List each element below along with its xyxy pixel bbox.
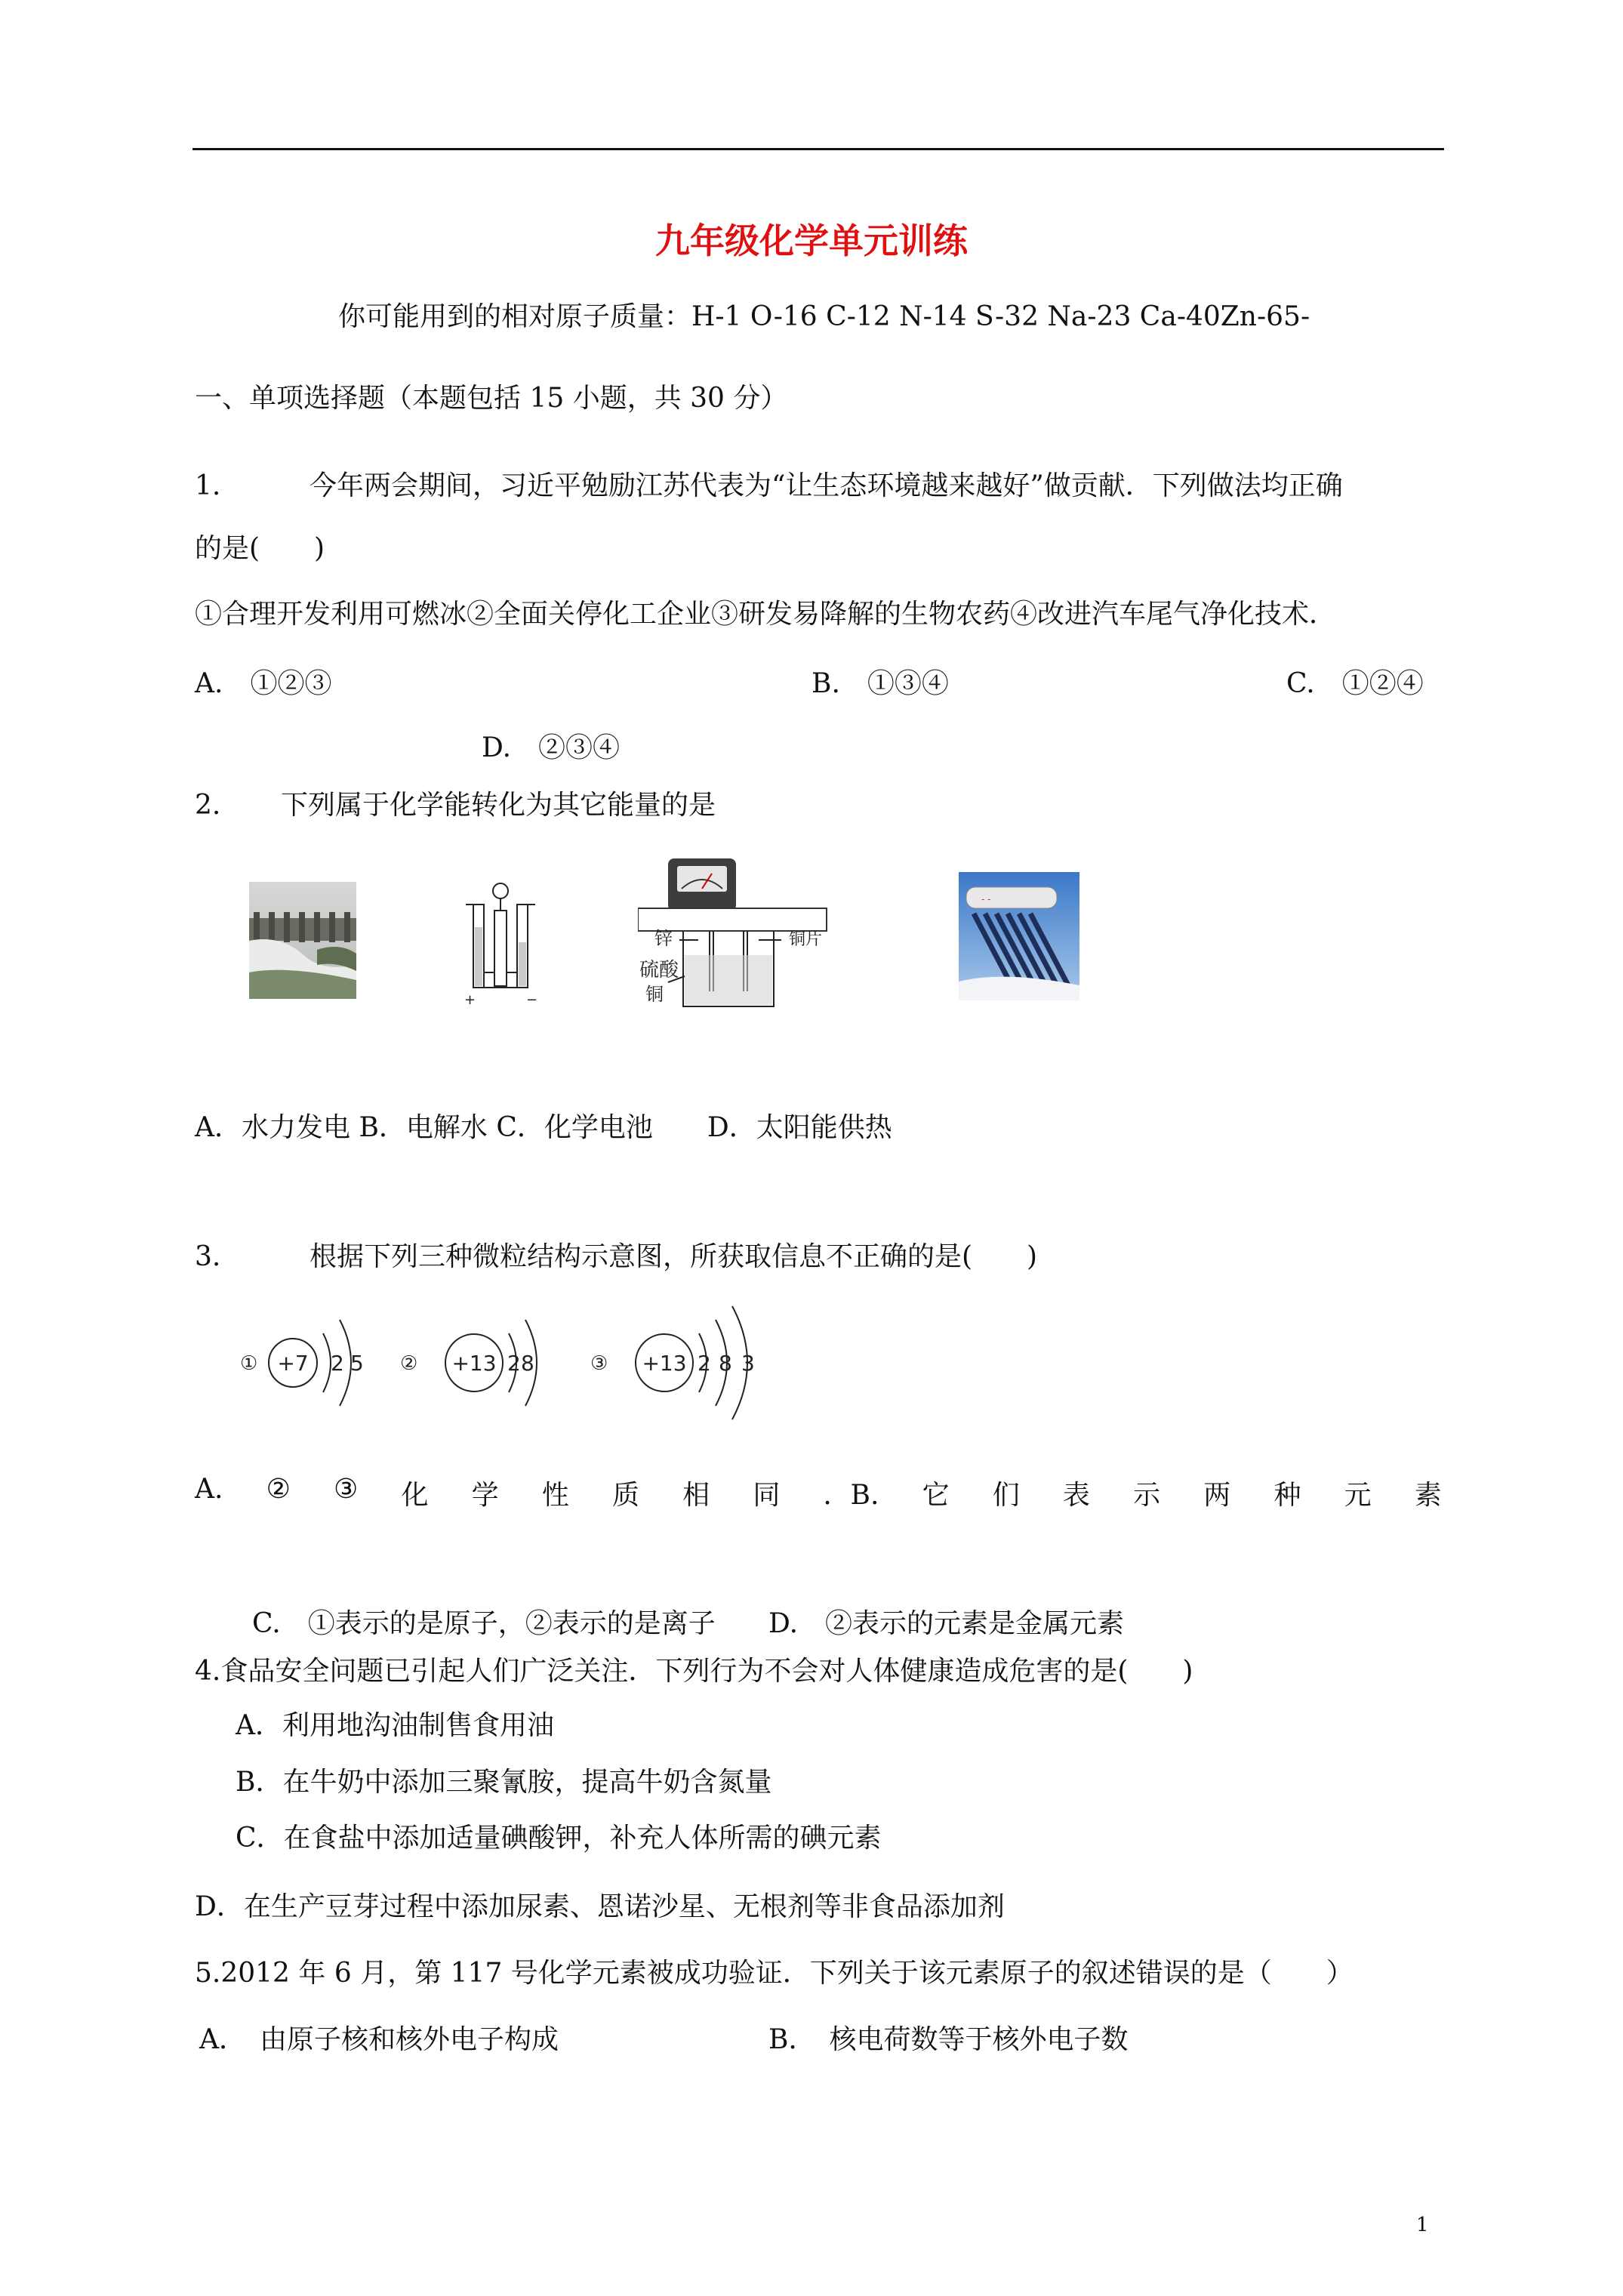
diagram-3-shell-2: 8 [719, 1351, 732, 1376]
diagram-1-shell-1: 2 [331, 1351, 344, 1376]
solution-label-line1: 硫酸 [639, 959, 679, 982]
q5-stem: 5.2012 年 6 月，第 117 号化学元素被成功验证．下列关于该元素原子的叙述错误的是（ ） [195, 1958, 1354, 1989]
atomic-structure-diagrams [226, 1284, 770, 1435]
q3-opt-char: 性 [541, 1480, 569, 1511]
structure-diagram-1 [240, 1320, 364, 1406]
q3-opt-char: ．B. [823, 1480, 879, 1511]
solar-heater-photo [959, 872, 1079, 1000]
q3-option-a-b-line [195, 1474, 1442, 1512]
q4-option-c: C．在食盐中添加适量碘酸钾，补充人体所需的碘元素 [236, 1823, 882, 1854]
q1-stem-line1: 今年两会期间，习近平勉励江苏代表为“让生态环境越来越好”做贡献．下列做法均正确 [310, 470, 1343, 501]
q3-opt-char: A. [195, 1474, 223, 1505]
q3-opt-char: 示 [1133, 1480, 1161, 1511]
q2-stem: 下列属于化学能转化为其它能量的是 [281, 790, 716, 821]
q2-options: A．水力发电 B．电解水 C．化学电池 D．太阳能供热 [195, 1112, 892, 1143]
structure-diagram-2 [400, 1320, 537, 1406]
diagram-2-label: ② [400, 1352, 418, 1375]
section-heading: 一、单项选择题（本题包括 15 小题，共 30 分） [195, 383, 788, 414]
q3-option-c: C. ①表示的是原子，②表示的是离子 [252, 1608, 716, 1639]
q3-number: 3. [195, 1241, 221, 1272]
copper-label: 铜片 [789, 930, 823, 949]
q4-option-b: B．在牛奶中添加三聚氰胺，提高牛奶含氮量 [236, 1767, 772, 1798]
header-rule [192, 148, 1444, 150]
q5-option-a: A． 由原子核和核外电子构成 [199, 2024, 559, 2055]
electrolysis-minus-label: − [526, 992, 538, 1008]
diagram-1-label: ① [240, 1352, 258, 1375]
diagram-3-label: ③ [590, 1352, 608, 1375]
q4-option-d: D．在生产豆芽过程中添加尿素、恩诺沙星、无根剂等非食品添加剂 [195, 1891, 1005, 1922]
diagram-1-nucleus: +7 [277, 1351, 309, 1376]
diagram-3-shell-3: 3 [741, 1351, 755, 1376]
solution-label-line2: 铜 [645, 984, 664, 1005]
q3-opt-char: 学 [471, 1480, 499, 1511]
q1-statements: ①合理开发利用可燃冰②全面关停化工企业③研发易降解的生物农药④改进汽车尾气净化技术． [195, 599, 1337, 630]
q3-opt-char: 们 [992, 1480, 1020, 1511]
diagram-2-shell-2: 8 [521, 1351, 534, 1376]
diagram-1-shell-2: 5 [350, 1351, 364, 1376]
q3-opt-char: 表 [1062, 1480, 1090, 1511]
diagram-3-nucleus: +13 [642, 1351, 687, 1376]
q3-opt-char: 它 [922, 1480, 950, 1511]
diagram-3-shell-1: 2 [698, 1351, 711, 1376]
q4-stem: 4.食品安全问题已引起人们广泛关注．下列行为不会对人体健康造成危害的是( ) [195, 1656, 1193, 1687]
structure-diagram-3 [590, 1306, 755, 1419]
q1-option-d: D. ②③④ [482, 732, 621, 763]
q1-option-c: C. ①②④ [1286, 668, 1424, 699]
q3-opt-char: ② [266, 1474, 291, 1505]
electrolysis-plus-label: + [464, 992, 476, 1008]
hydropower-photo [249, 882, 356, 999]
svg-text:- -: - - [981, 894, 991, 905]
electrolysis-apparatus [457, 874, 547, 1010]
q3-opt-char: 种 [1273, 1480, 1301, 1511]
q3-stem: 根据下列三种微粒结构示意图，所获取信息不正确的是( ) [310, 1241, 1038, 1272]
q3-opt-char: 化 [401, 1480, 429, 1511]
q3-opt-char: ③ [334, 1474, 359, 1505]
q5-option-b: B． 核电荷数等于核外电子数 [768, 2024, 1129, 2055]
q3-opt-char: 质 [612, 1480, 640, 1511]
q4-option-a: A．利用地沟油制售食用油 [236, 1710, 554, 1741]
q1-option-b: B. ①③④ [812, 668, 949, 699]
q1-number: 1. [195, 470, 221, 501]
q3-option-d: D. ②表示的元素是金属元素 [768, 1608, 1125, 1639]
chemical-battery-diagram [638, 855, 864, 1022]
q3-opt-char: 素 [1414, 1480, 1442, 1511]
diagram-2-shell-1: 2 [507, 1351, 521, 1376]
zinc-label: 锌 [654, 928, 673, 949]
q3-opt-char: 相 [682, 1480, 710, 1511]
q3-opt-char: 两 [1203, 1480, 1231, 1511]
atomic-masses-note: 你可能用到的相对原子质量：H-1 O-16 C-12 N-14 S-32 Na-23 Ca-40Zn-65- [338, 301, 1310, 332]
page-number: 1 [1416, 2214, 1429, 2236]
q3-opt-char: 同 [753, 1480, 781, 1511]
diagram-2-nucleus: +13 [451, 1351, 497, 1376]
page-title: 九年级化学单元训练 [655, 220, 968, 261]
q3-opt-char: 元 [1344, 1480, 1372, 1511]
q2-number: 2. [195, 790, 221, 821]
q1-option-a: A. ①②③ [195, 668, 332, 699]
q1-stem-line2: 的是( ) [195, 533, 325, 564]
